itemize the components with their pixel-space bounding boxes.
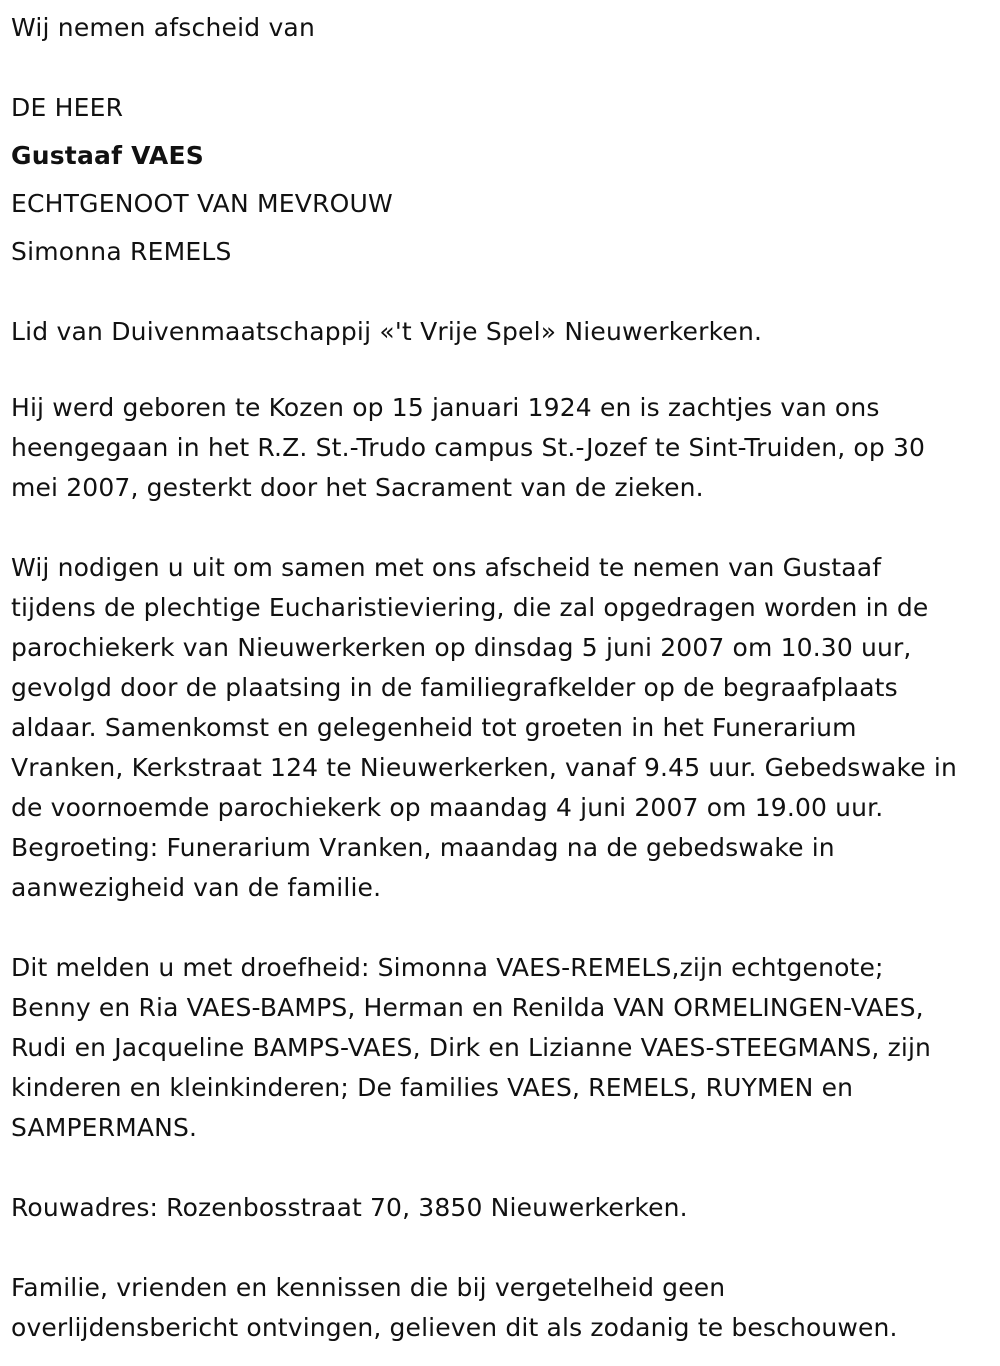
spacer [11, 1148, 1000, 1188]
paragraph-line: Wij nodigen u uit om samen met ons afscheid te nemen van Gustaaf [11, 553, 882, 582]
paragraph-line: Benny en Ria VAES-BAMPS, Herman en Renilda VAN ORMELINGEN-VAES, [11, 993, 924, 1022]
paragraph-line: aanwezigheid van de familie. [11, 873, 382, 902]
paragraph-line: mei 2007, gesterkt door het Sacrament van de zieken. [11, 473, 704, 502]
spacer [11, 276, 1000, 308]
address-line: Rouwadres: Rozenbosstraat 70, 3850 Nieuwerkerken. [11, 1193, 688, 1222]
spacer [11, 508, 1000, 548]
spacer [11, 908, 1000, 948]
paragraph-line: Begroeting: Funerarium Vranken, maandag na de gebedswake in [11, 833, 835, 862]
paragraph-line: aldaar. Samenkomst en gelegenheid tot groeten in het Funerarium [11, 713, 857, 742]
spouse-prefix: ECHTGENOOT VAN MEVROUW [11, 189, 393, 218]
paragraph-line: de voornoemde parochiekerk op maandag 4 juni 2007 om 19.00 uur. [11, 793, 884, 822]
deceased-name: Gustaaf VAES [11, 141, 204, 170]
paragraph-line: Vranken, Kerkstraat 124 te Nieuwerkerken, vanaf 9.45 uur. Gebedswake in [11, 753, 957, 782]
paragraph-line: SAMPERMANS. [11, 1113, 198, 1142]
spacer [11, 52, 1000, 84]
spouse-name: Simonna REMELS [11, 237, 232, 266]
spacer [11, 356, 1000, 388]
paragraph-line: heengegaan in het R.Z. St.-Trudo campus St.-Jozef te Sint-Truiden, op 30 [11, 433, 926, 462]
paragraph-line: Familie, vrienden en kennissen die bij vergetelheid geen [11, 1273, 726, 1302]
membership-line: Lid van Duivenmaatschappij «'t Vrije Spel» Nieuwerkerken. [11, 317, 763, 346]
address-paragraph [11, 1188, 996, 1228]
spacer [11, 1228, 1000, 1268]
closing-paragraph [11, 1268, 996, 1348]
paragraph-line: gevolgd door de plaatsing in de familiegrafkelder op de begraafplaats [11, 673, 898, 702]
paragraph-line: tijdens de plechtige Eucharistieviering, die zal opgedragen worden in de [11, 593, 929, 622]
paragraph-line: kinderen en kleinkinderen; De families VAES, REMELS, RUYMEN en [11, 1073, 854, 1102]
birth-death-paragraph [11, 388, 996, 508]
title-prefix: DE HEER [11, 93, 124, 122]
family-paragraph [11, 948, 996, 1148]
intro-line: Wij nemen afscheid van [11, 13, 315, 42]
ceremony-paragraph [11, 548, 996, 908]
paragraph-line: Hij werd geboren te Kozen op 15 januari 1924 en is zachtjes van ons [11, 393, 880, 422]
paragraph-line: Dit melden u met droefheid: Simonna VAES-REMELS,zijn echtgenote; [11, 953, 884, 982]
paragraph-line: overlijdensbericht ontvingen, gelieven dit als zodanig te beschouwen. [11, 1313, 898, 1342]
paragraph-line: parochiekerk van Nieuwerkerken op dinsdag 5 juni 2007 om 10.30 uur, [11, 633, 912, 662]
paragraph-line: Rudi en Jacqueline BAMPS-VAES, Dirk en Lizianne VAES-STEEGMANS, zijn [11, 1033, 932, 1062]
